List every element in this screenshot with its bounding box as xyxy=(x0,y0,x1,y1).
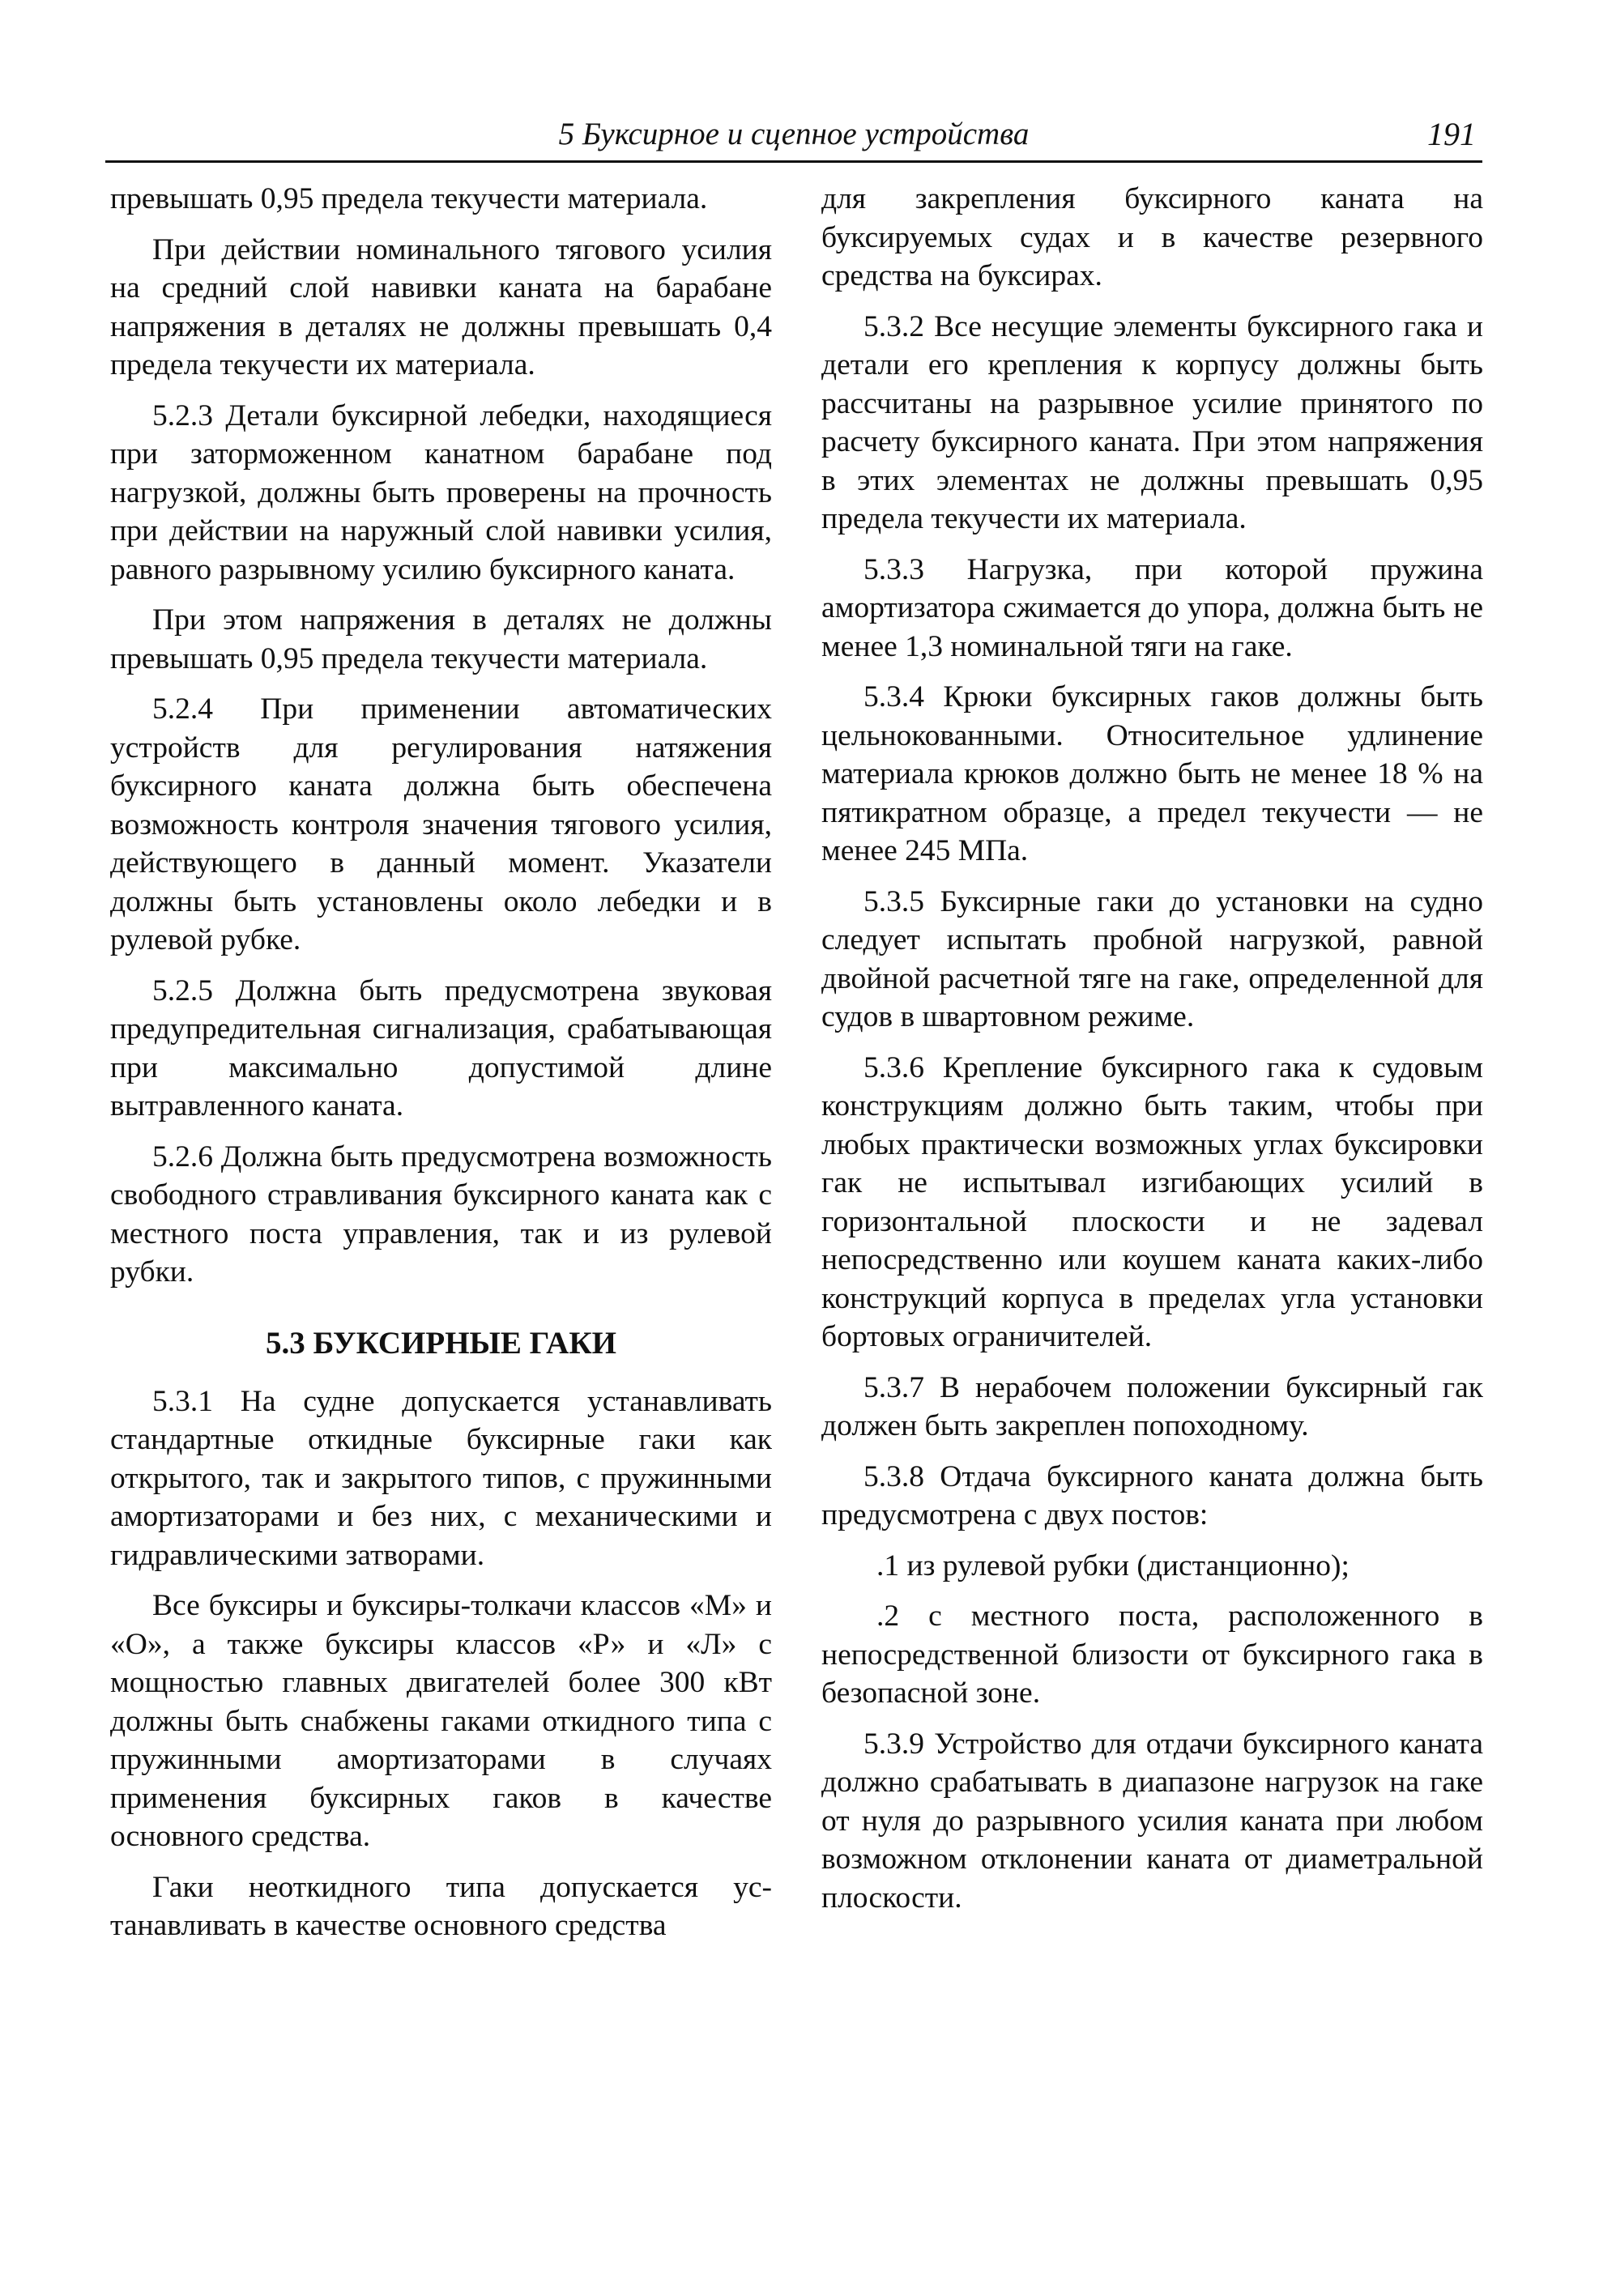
clause-number: 5.3.3 xyxy=(863,552,924,586)
section-heading: 5.3 БУКСИРНЫЕ ГАКИ xyxy=(266,1325,616,1361)
clause-number: 5.3.1 xyxy=(152,1384,213,1418)
sub-item-1: .1 из рулевой рубки (дистанционно); xyxy=(876,1548,1350,1582)
clause-number: 5.3.8 xyxy=(863,1459,924,1493)
paragraph: для закрепления буксирного каната на буксируемых судах и в качестве резервного средства на буксирах. xyxy=(821,182,1483,292)
clause-5-3-6: 5.3.6 Крепление буксирного гака к судовым конструкциям должно быть таким, чтобы при любых практически возможных углах буксировки гак не испытывал изгибающих усилий в горизонтальной плоскости и не задевал непосредственно или коушем каната каких-либо конструкций корпуса в пределах угла установки бортовых ограничителей. xyxy=(821,1050,1483,1353)
left-column xyxy=(110,180,772,1957)
clause-number: 5.3.5 xyxy=(863,884,924,918)
sub-item-2: .2 с местного поста, расположенного в непосредственной близости от буксирного гака в безопасной зоне. xyxy=(821,1600,1483,1710)
clause-5-2-4: 5.2.4 При применении автоматических устройств для регулирования натяжения буксирного каната должна быть обеспечена возможность контроля значения тягового усилия, действующего в данный момент. Указатели должны быть установлены около лебедки и в рулевой рубке. xyxy=(110,692,772,956)
clause-5-3-3: 5.3.3 Нагрузка, при которой пружина амортизатора сжимается до упора, должна быть не менее 1,3 номинальной тяги на гаке. xyxy=(821,552,1483,663)
paragraph: При действии номинального тягового усилия на средний слой навивки каната на барабане напряжения в деталях не должны превышать 0,4 предела текучести их материала. xyxy=(110,232,772,381)
clause-5-3-9: 5.3.9 Устройство для отдачи буксирного каната должно срабатывать в диапазоне нагрузок на гаке от нуля до разрывного усилия каната при любом возможном отклонении каната от диаметральной плоскости. xyxy=(821,1727,1483,1915)
page-number: 191 xyxy=(1427,116,1476,152)
sub-item-number: .1 xyxy=(876,1548,900,1582)
clause-number: 5.2.3 xyxy=(152,398,213,432)
clause-number: 5.2.6 xyxy=(152,1139,213,1174)
clause-5-3-5: 5.3.5 Буксирные гаки до установки на судно следует испытать пробной нагрузкой, равной двойной расчетной тяге на гаке, определенной для судов в швартовном режиме. xyxy=(821,884,1483,1033)
running-head: 5 Буксирное и сцепное устройства xyxy=(558,117,1030,151)
clause-number: 5.2.4 xyxy=(152,692,213,726)
clause-number: 5.2.5 xyxy=(152,973,213,1007)
clause-number: 5.3.7 xyxy=(863,1370,924,1404)
clause-number: 5.3.2 xyxy=(863,309,924,343)
clause-number: 5.3.4 xyxy=(863,680,924,714)
clause-5-3-8: 5.3.8 Отдача буксирного каната должна быть предусмотрена с двух постов: xyxy=(821,1459,1483,1531)
clause-number: 5.3.9 xyxy=(863,1727,924,1761)
paragraph: превышать 0,95 предела текучести материала. xyxy=(110,182,708,215)
paragraph: Гаки неоткидного типа допускается устанавливать в качестве основного средства xyxy=(110,1870,772,1942)
clause-5-3-7: 5.3.7 В нерабочем положении буксирный гак должен быть закреплен попоходному. xyxy=(821,1370,1483,1442)
clause-5-3-1: 5.3.1 На судне допускается устанавливать стандартные откидные буксирные гаки как открытого, так и закрытого типов, с пружинными амортизаторами и без них, с механическими и гидравлическими затворами. xyxy=(110,1384,772,1572)
right-column xyxy=(821,180,1483,1929)
clause-5-2-5: 5.2.5 Должна быть предусмотрена звуковая предупредительная сигнализация, срабатывающая при максимально допустимой длине вытравленного каната. xyxy=(110,973,772,1122)
clause-5-2-3: 5.2.3 Детали буксирной лебедки, находящиеся при заторможенном канатном барабане под нагрузкой, должны быть проверены на прочность при действии на наружный слой навивки усилия, равного разрывному усилию буксирного каната. xyxy=(110,398,772,586)
paragraph: При этом напряжения в деталях не должны превышать 0,95 предела текучести материала. xyxy=(110,603,772,675)
sub-item-number: .2 xyxy=(876,1600,900,1633)
clause-number: 5.3.6 xyxy=(863,1050,924,1084)
paragraph: Все буксиры и буксиры-толкачи классов «М» и «О», а также буксиры классов «Р» и «Л» с мощностью главных двигателей более 300 кВт должны быть снабжены гаками откидного типа с пружинными амортизаторами в случаях применения буксирных гаков в качестве основного средства. xyxy=(110,1589,772,1853)
clause-5-3-2: 5.3.2 Все несущие элементы буксирного гака и детали его крепления к корпусу должны быть рассчитаны на разрывное усилие принятого по расчету буксирного каната. При этом напряжения в этих элементах не должны превышать 0,95 предела текучести их материала. xyxy=(821,309,1483,535)
clause-5-3-4: 5.3.4 Крюки буксирных гаков должны быть цельнокованными. Относительное удлинение материала крюков должно быть не менее 18 % на пятикратном образце, а предел текучести — не менее 245 МПа. xyxy=(821,680,1483,867)
clause-5-2-6: 5.2.6 Должна быть предусмотрена возможность свободного стравливания буксирного каната как с местного поста управления, так и из рулевой рубки. xyxy=(110,1139,772,1289)
page-header xyxy=(105,112,1482,163)
